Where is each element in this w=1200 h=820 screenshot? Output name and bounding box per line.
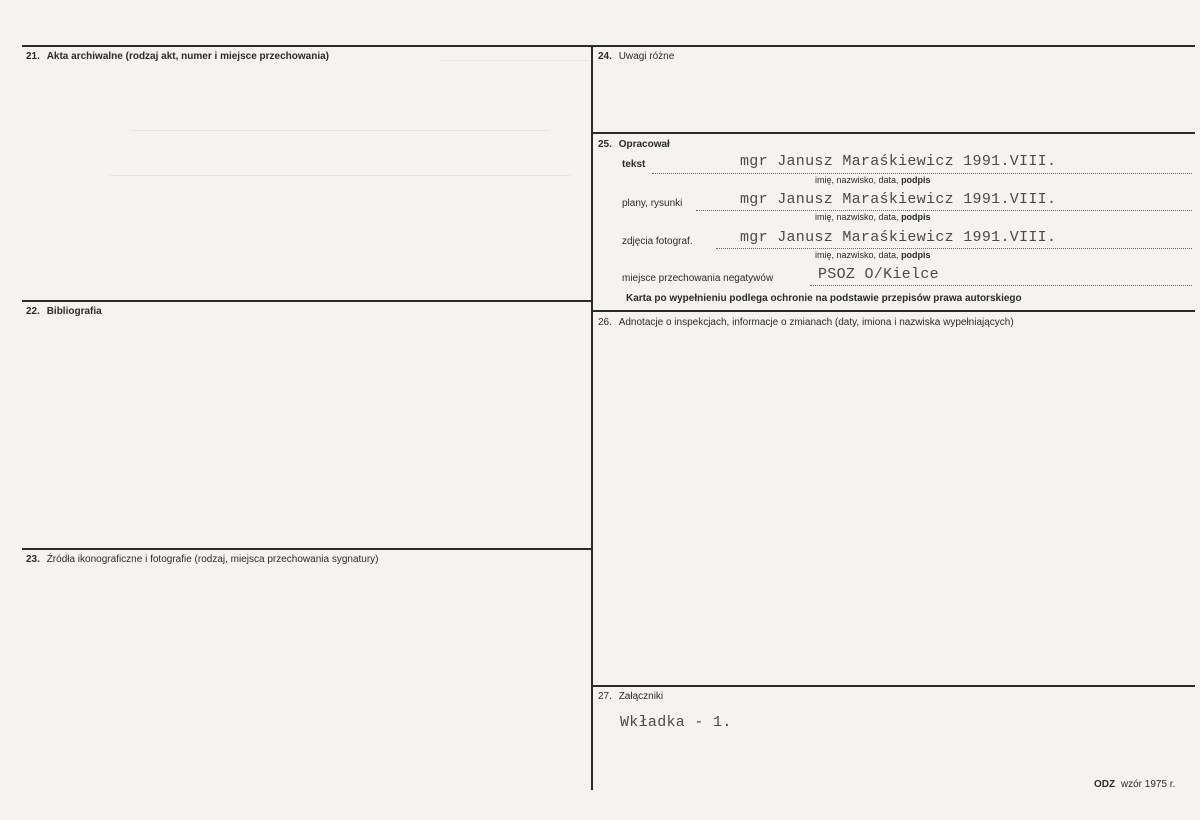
row-tekst-value: mgr Janusz Maraśkiewicz 1991.VIII. xyxy=(740,153,1057,170)
rule-25-26 xyxy=(592,310,1195,312)
form-footer xyxy=(1094,779,1175,790)
section-26-number: 26. xyxy=(598,317,612,328)
section-22-title: Bibliografia xyxy=(46,306,102,317)
section-22-header xyxy=(26,306,102,317)
section-23-title: Źródła ikonograficzne i fotografie (rodzaj, miejsca przechowania sygnatury) xyxy=(46,554,379,565)
negatives-label: miejsce przechowania negatywów xyxy=(622,273,774,284)
row-zdjecia-caption-signature: podpis xyxy=(901,250,931,260)
section-23-number: 23. xyxy=(26,554,40,565)
rule-26-27 xyxy=(592,685,1195,687)
section-27-header xyxy=(598,691,663,702)
negatives-value: PSOZ O/Kielce xyxy=(818,266,939,283)
section-26-title: Adnotacje o inspekcjach, informacje o zmianach (daty, imiona i nazwiska wypełniających) xyxy=(618,317,1014,328)
section-27-title: Załączniki xyxy=(618,691,664,702)
section-24-title: Uwagi różne xyxy=(618,51,675,62)
row-zdjecia-caption-text: imię, nazwisko, data, xyxy=(815,250,899,260)
rule-22-23 xyxy=(22,548,592,550)
rule-24-25 xyxy=(592,132,1195,134)
row-plany-caption xyxy=(815,212,931,222)
footer-brand: ODZ xyxy=(1094,779,1116,790)
section-23-header xyxy=(26,554,379,565)
row-plany-underline xyxy=(696,210,1192,211)
section-25-number: 25. xyxy=(598,139,612,150)
row-zdjecia-value: mgr Janusz Maraśkiewicz 1991.VIII. xyxy=(740,229,1057,246)
section-27-number: 27. xyxy=(598,691,612,702)
row-plany-caption-signature: podpis xyxy=(901,212,931,222)
row-tekst-caption-signature: podpis xyxy=(901,175,931,185)
row-tekst-caption-text: imię, nazwisko, data, xyxy=(815,175,899,185)
section-21-header xyxy=(26,51,329,62)
rule-21-22 xyxy=(22,300,592,302)
row-tekst-underline xyxy=(652,173,1192,174)
row-zdjecia-underline xyxy=(716,248,1192,249)
section-21-title: Akta archiwalne (rodzaj akt, numer i miejsce przechowania) xyxy=(46,51,330,62)
footer-text: wzór 1975 r. xyxy=(1120,779,1176,790)
row-zdjecia-caption xyxy=(815,250,931,260)
row-plany-label: plany, rysunki xyxy=(622,198,683,209)
rule-top xyxy=(22,45,1195,47)
negatives-underline xyxy=(810,285,1192,286)
section-24-number: 24. xyxy=(598,51,612,62)
section-22-number: 22. xyxy=(26,306,40,317)
row-plany-value: mgr Janusz Maraśkiewicz 1991.VIII. xyxy=(740,191,1057,208)
vertical-divider xyxy=(591,45,593,790)
row-plany-caption-text: imię, nazwisko, data, xyxy=(815,212,899,222)
copyright-notice: Karta po wypełnieniu podlega ochronie na podstawie przepisów prawa autorskiego xyxy=(626,293,1022,304)
section-27-value: Wkładka - 1. xyxy=(620,714,732,731)
section-26-header xyxy=(598,317,1014,328)
section-25-header xyxy=(598,139,670,150)
row-tekst-label: tekst xyxy=(622,159,646,170)
section-24-header xyxy=(598,51,674,62)
row-zdjecia-label: zdjęcia fotograf. xyxy=(622,236,693,247)
row-tekst-caption xyxy=(815,175,931,185)
section-25-title: Opracował xyxy=(618,139,670,150)
section-21-number: 21. xyxy=(26,51,40,62)
